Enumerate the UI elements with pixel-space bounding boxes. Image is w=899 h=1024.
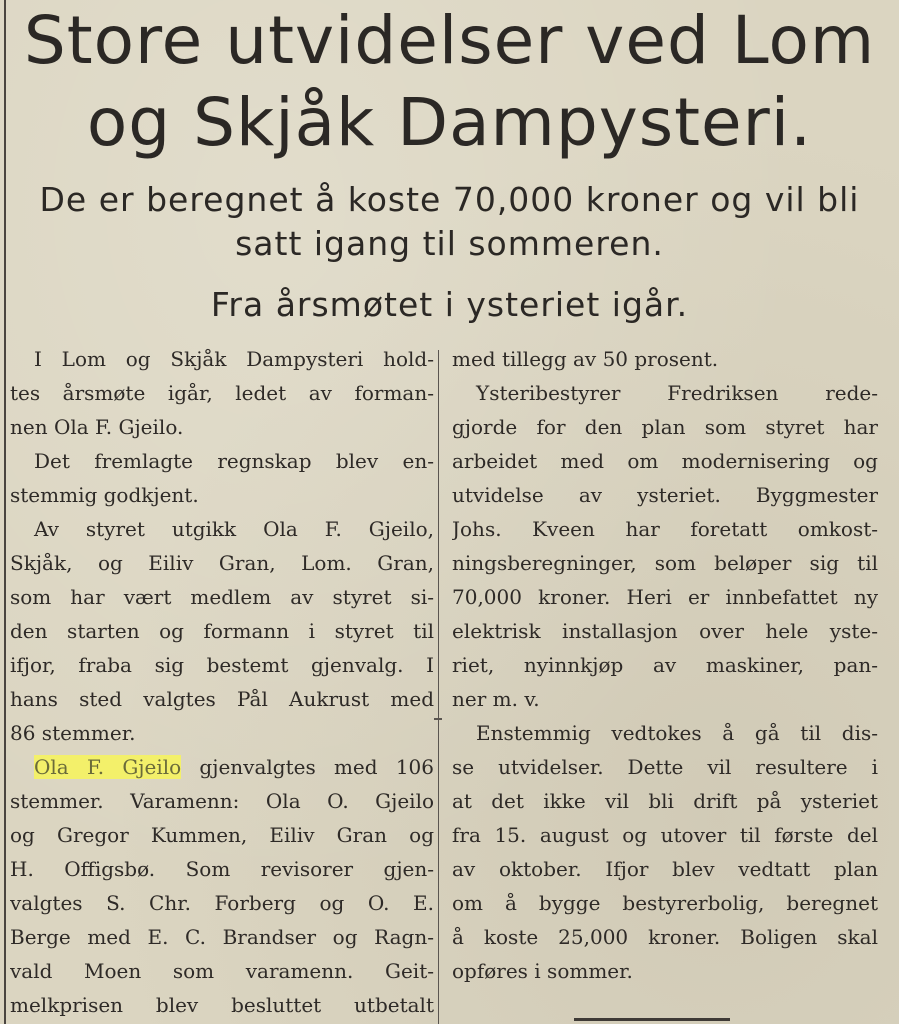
text-line: Det fremlagte regnskap blev en- (34, 449, 434, 473)
column-divider-tick (434, 718, 442, 720)
subheadline-line-1: De er beregnet å koste 70,000 kroner og vil bli (39, 180, 860, 219)
text-line: valgtes S. Chr. Forberg og O. E. (10, 891, 434, 915)
text-line: Enstemmig vedtokes å gå til dis- (476, 721, 878, 745)
text-line: 70,000 kroner. Heri er innbefattet ny (452, 585, 878, 609)
text-line: om å bygge bestyrerbolig, beregnet (452, 891, 878, 915)
text-line: H. Offigsbø. Som revisorer gjen- (10, 857, 434, 881)
text-line: ningsberegninger, som beløper sig til (452, 551, 878, 575)
text-line: Johs. Kveen har foretatt omkost- (452, 517, 878, 541)
subheadline-line-2: satt igang til sommeren. (235, 224, 664, 263)
paragraph-1 (452, 342, 878, 376)
text-line (10, 750, 434, 784)
text-line: av oktober. Ifjor blev vedtatt plan (452, 857, 878, 881)
text-line: opføres i sommer. (452, 959, 633, 983)
text-line: ner m. v. (452, 687, 540, 711)
article-right-column (452, 342, 878, 988)
paragraph-3 (10, 512, 434, 750)
text-line: som har vært medlem av styret si- (10, 585, 434, 609)
paragraph-2 (452, 376, 878, 716)
text-line: vald Moen som varamenn. Geit- (10, 959, 434, 983)
paragraph-2 (10, 444, 434, 512)
text-line: Berge med E. C. Brandser og Ragn- (10, 925, 434, 949)
article-end-rule (574, 1018, 730, 1021)
text-line: Skjåk, og Eiliv Gran, Lom. Gran, (10, 551, 434, 575)
text-line: og Gregor Kummen, Eiliv Gran og (10, 823, 434, 847)
text-line: gjorde for den plan som styret har (452, 415, 878, 439)
text-line: utvidelse av ysteriet. Byggmester (452, 483, 878, 507)
text-line: melkprisen blev besluttet utbetalt (10, 993, 434, 1017)
text-line: Ysteribestyrer Fredriksen rede- (476, 381, 878, 405)
article-left-column (10, 342, 434, 1022)
text-line: stemmer. Varamenn: Ola O. Gjeilo (10, 789, 434, 813)
text-line: fra 15. august og utover til første del (452, 823, 878, 847)
text-line: 86 stemmer. (10, 721, 136, 745)
text-fragment: gjenvalgtes med 106 (181, 755, 434, 779)
text-line: med tillegg av 50 prosent. (452, 347, 719, 371)
text-line: nen Ola F. Gjeilo. (10, 415, 184, 439)
highlighted-name: Ola F. Gjeilo (34, 755, 182, 779)
text-line: riet, nyinnkjøp av maskiner, pan- (452, 653, 878, 677)
text-line: at det ikke vil bli drift på ysteriet (452, 789, 878, 813)
headline-line-2: og Skjåk Dampysteri. (86, 84, 813, 161)
text-line: Av styret utgikk Ola F. Gjeilo, (34, 517, 434, 541)
text-line: den starten og formann i styret til (10, 619, 434, 643)
section-kicker: Fra årsmøtet i ysteriet igår. (210, 285, 689, 324)
text-line: hans sted valgtes Pål Aukrust med (10, 687, 434, 711)
text-line: stemmig godkjent. (10, 483, 199, 507)
text-line: å koste 25,000 kroner. Boligen skal (452, 925, 878, 949)
text-line: tes årsmøte igår, ledet av forman- (10, 381, 434, 405)
paragraph-4 (10, 750, 434, 1022)
headline-line-1: Store utvidelser ved Lom (23, 2, 876, 79)
text-line: arbeidet med om modernisering og (452, 449, 878, 473)
column-divider (438, 350, 439, 1024)
text-line: I Lom og Skjåk Dampysteri hold- (34, 347, 434, 371)
paragraph-3 (452, 716, 878, 988)
text-line: se utvidelser. Dette vil resultere i (452, 755, 878, 779)
text-line: elektrisk installasjon over hele yste- (452, 619, 878, 643)
text-line: ifjor, fraba sig bestemt gjenvalg. I (10, 653, 434, 677)
paragraph-1 (10, 342, 434, 444)
